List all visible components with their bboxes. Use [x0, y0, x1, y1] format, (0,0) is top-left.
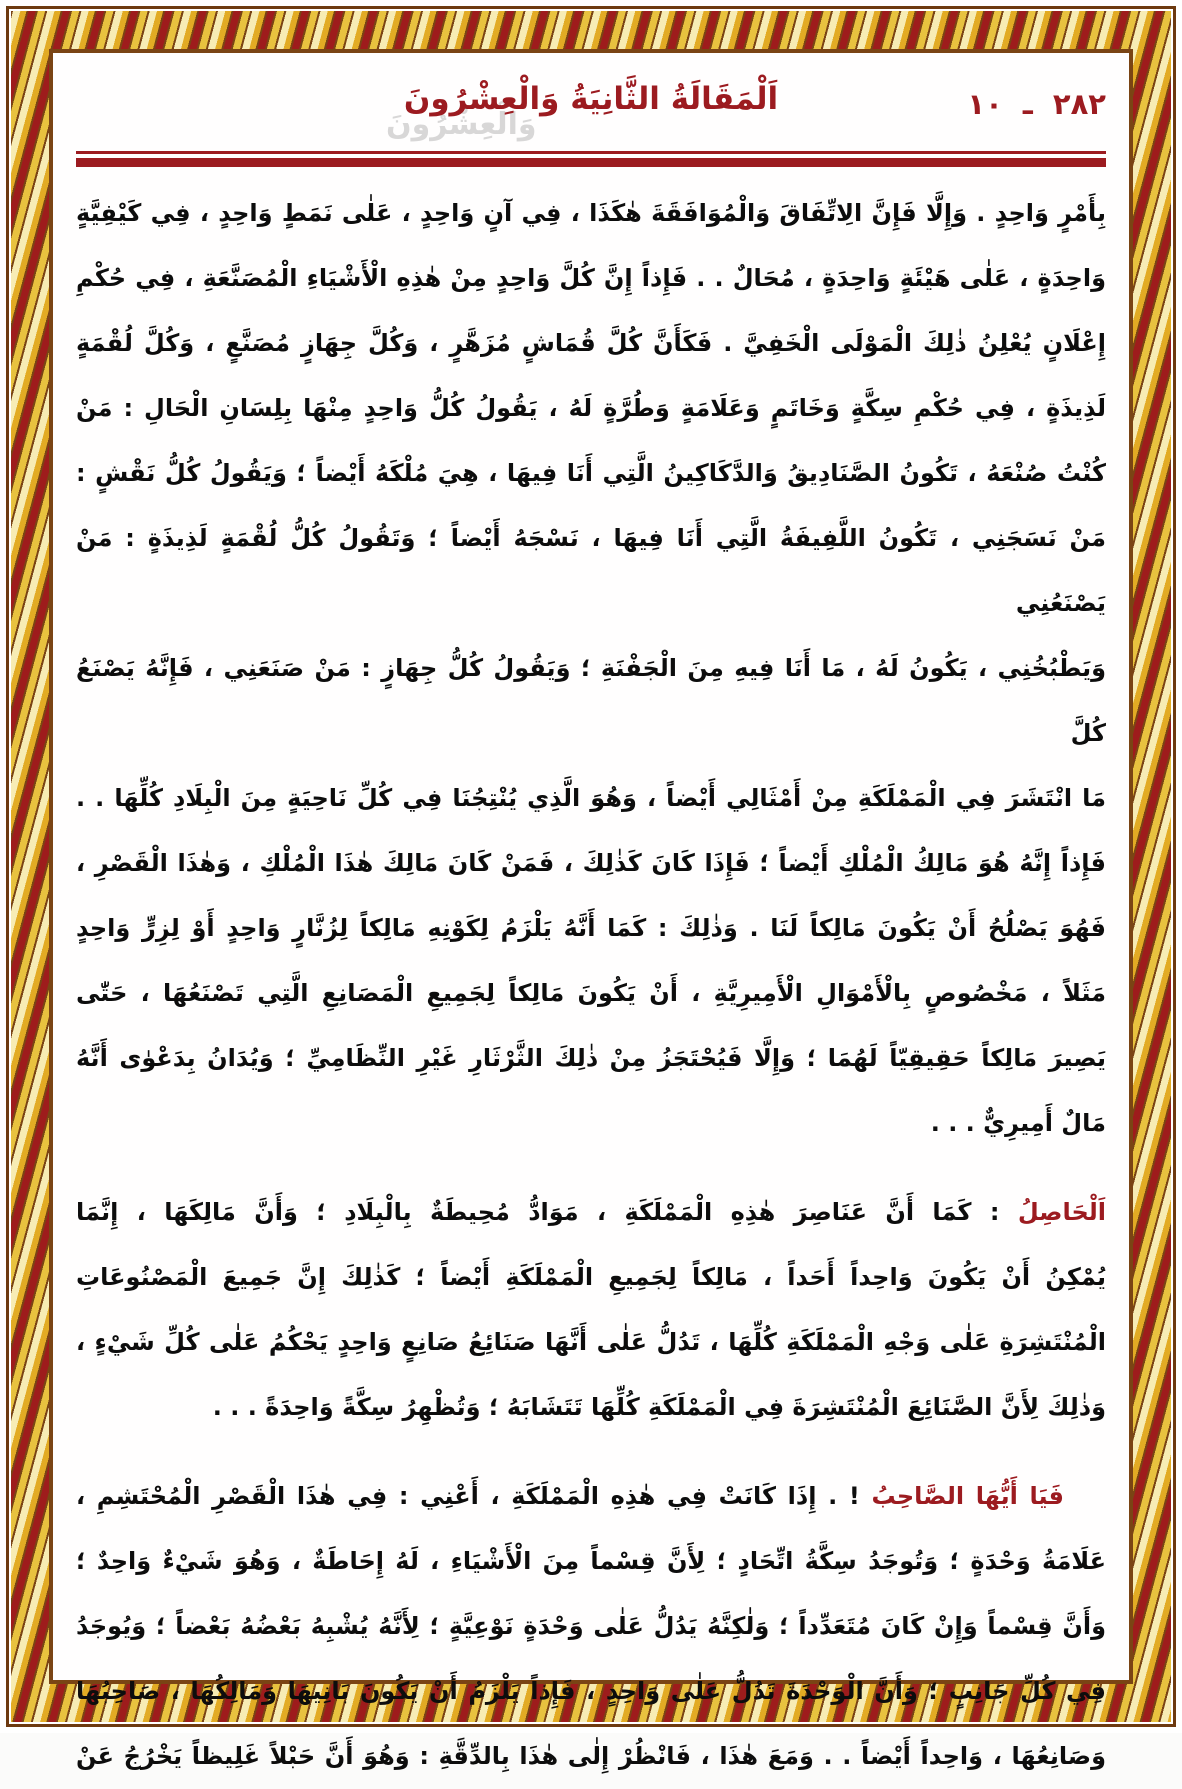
- text-line: وَأَنَّ قِسْماً وَإِنْ كَانَ مُتَعَدِّداً ؛ وَلٰكِنَّهُ يَدُلُّ عَلٰى وَحْدَةٍ نَوْعِيَّةٍ ؛ لِأَنَّهُ يُشْبِهُ بَعْضُهُ بَعْضاً ؛ وَيُوجَدُ: [76, 1612, 1106, 1640]
- page-header: [76, 63, 1106, 151]
- text-line: اَلْحَاصِلُ : كَمَا أَنَّ عَنَاصِرَ هٰذِهِ الْمَمْلَكَةِ ، مَوَادُّ مُحِيطَةٌ بِالْبِلَادِ ؛ وَأَنَّ مَالِكَهَا ، إِنَّمَا: [76, 1198, 1106, 1226]
- paragraph-lead-red: اَلْحَاصِلُ: [1017, 1198, 1106, 1226]
- text-line: فَيَا أَيُّهَا الصَّاحِبُ ! . إِذَا كَانَتْ فِي هٰذِهِ الْمَمْلَكَةِ ، أَعْنِي : فِي هٰذَا الْقَصْرِ الْمُحْتَشِمِ ،: [76, 1482, 1064, 1510]
- header-divider: [76, 151, 1106, 167]
- text-line: مَا انْتَشَرَ فِي الْمَمْلَكَةِ مِنْ أَمْثَالِي أَيْضاً ، وَهُوَ الَّذِي يُنْتِجُنَا فِي كُلِّ نَاحِيَةٍ مِنَ الْبِلَادِ كُلِّهَا . .: [76, 784, 1106, 812]
- text-line: مَالٌ أَمِيرِيٌّ . . .: [930, 1109, 1106, 1137]
- text-line: وَصَانِعُهَا ، وَاحِداً أَيْضاً . . وَمَعَ هٰذَا ، فَانْظُرْ إِلٰى هٰذَا بِالدِّقَّةِ : وَهُوَ أَنَّ حَبْلاً غَلِيظاً يَخْرُجُ عَنْ: [76, 1742, 1106, 1770]
- text-line: عَلَامَةُ وَحْدَةٍ ؛ وَتُوجَدُ سِكَّةُ اتِّحَادٍ ؛ لِأَنَّ قِسْماً مِنَ الْأَشْيَاءِ ، لَهُ إِحَاطَةٌ ، وَهُوَ شَيْءٌ وَاحِدٌ ؛: [76, 1547, 1106, 1575]
- text-line: يُمْكِنُ أَنْ يَكُونَ وَاحِداً أَحَداً ، مَالِكاً لِجَمِيعِ الْمَمْلَكَةِ أَيْضاً ؛ كَذٰلِكَ إِنَّ جَمِيعَ الْمَصْنُوعَاتِ: [76, 1263, 1106, 1291]
- paragraph-alhasil: [76, 1180, 1106, 1440]
- text-line: مَثَلاً ، مَخْصُوصٍ بِالْأَمْوَالِ الْأَمِيرِيَّةِ ، أَنْ يَكُونَ مَالِكاً لِجَمِيعِ الْمَصَانِعِ الَّتِي تَصْنَعُهَا ، حَتّٰى: [76, 979, 1106, 1007]
- bleedthrough-text: وَالْعِشْرُونَ: [386, 107, 537, 142]
- text-line: بِأَمْرٍ وَاحِدٍ . وَإِلَّا فَإِنَّ الِاتِّفَاقَ وَالْمُوَافَقَةَ هٰكَذَا ، فِي آنٍ وَاحِدٍ ، عَلٰى نَمَطٍ وَاحِدٍ ، فِي كَيْفِيَّةٍ: [76, 199, 1106, 227]
- text-line: وَذٰلِكَ لِأَنَّ الصَّنَائِعَ الْمُنْتَشِرَةَ فِي الْمَمْلَكَةِ كُلِّهَا تَتَشَابَهُ ؛ وَتُظْهِرُ سِكَّةً وَاحِدَةً . . .: [212, 1393, 1106, 1421]
- page-title: اَلْمَقَالَةُ الثَّانِيَةُ وَالْعِشْرُونَ: [403, 81, 779, 117]
- page-number: ٢٨٢ ـ ١٠: [967, 87, 1106, 121]
- text-line: لَذِيذَةٍ ، فِي حُكْمِ سِكَّةٍ وَخَاتَمٍ وَعَلَامَةٍ وَطُرَّةٍ لَهُ ، يَقُولُ كُلُّ وَاحِدٍ مِنْهَا بِلِسَانِ الْحَالِ : مَنْ: [76, 394, 1106, 422]
- text-line: فِي كُلِّ جَانِبٍ ؛ وَأَنَّ الْوَحْدَةَ تَدُلُّ عَلٰى وَاحِدٍ ، فَإِذاً يَلْزَمُ أَنْ يَكُونَ بَانِيهَا وَمَالِكُهَا ، صَاحِبُهَا: [76, 1677, 1106, 1705]
- text-line: فَهُوَ يَصْلُحُ أَنْ يَكُونَ مَالِكاً لَنَا . وَذٰلِكَ : كَمَا أَنَّهُ يَلْزَمُ لِكَوْنِهِ مَالِكاً لِزُنَّارٍ وَاحِدٍ أَوْ لِزِرٍّ وَاحِدٍ: [76, 914, 1106, 942]
- text-line: إِعْلَانٍ يُعْلِنُ ذٰلِكَ الْمَوْلَى الْخَفِيَّ . فَكَأَنَّ كُلَّ قُمَاشٍ مُزَهَّرٍ ، وَكُلَّ جِهَازٍ مُصَنَّعٍ ، وَكُلَّ لُقْمَةٍ: [76, 329, 1106, 357]
- text-line: وَيَطْبُخُنِي ، يَكُونُ لَهُ ، مَا أَنَا فِيهِ مِنَ الْجَفْنَةِ ؛ وَيَقُولُ كُلُّ جِهَازٍ : مَنْ صَنَعَنِي ، فَإِنَّهُ يَصْنَعُ كُلَّ: [76, 654, 1106, 747]
- divider-rule-thin: [76, 151, 1106, 154]
- text-line: وَاحِدَةٍ ، عَلٰى هَيْئَةٍ وَاحِدَةٍ ، مُحَالٌ . . فَإِذاً إِنَّ كُلَّ وَاحِدٍ مِنْ هٰذِهِ الْأَشْيَاءِ الْمُصَنَّعَةِ ، فِي حُكْمِ: [76, 264, 1106, 292]
- text-line: يَصِيرَ مَالِكاً حَقِيقِيّاً لَهُمَا ؛ وَإِلَّا فَيُحْتَجَزُ مِنْ ذٰلِكَ الثَّرْثَارِ غَيْرِ النِّظَامِيِّ ؛ وَيُدَانُ بِدَعْوٰى أَنَّهُ: [76, 1044, 1106, 1072]
- page-content: [49, 49, 1133, 1770]
- text-line: مَنْ نَسَجَنِي ، تَكُونُ اللَّفِيفَةُ الَّتِي أَنَا فِيهَا ، نَسْجَهُ أَيْضاً ؛ وَتَقُولُ كُلُّ لُقْمَةٍ لَذِيذَةٍ : مَنْ يَصْنَعُنِي: [76, 524, 1106, 617]
- text-line: فَإِذاً إِنَّهُ هُوَ مَالِكُ الْمُلْكِ أَيْضاً ؛ فَإِذَا كَانَ كَذٰلِكَ ، فَمَنْ كَانَ مَالِكَ هٰذَا الْمُلْكِ ، وَهٰذَا الْقَصْرِ ،: [76, 849, 1106, 877]
- paragraph-lead-red: فَيَا أَيُّهَا الصَّاحِبُ: [871, 1482, 1064, 1510]
- body-text: [76, 181, 1106, 1789]
- paragraph-continuation: [76, 181, 1106, 1156]
- paragraph-ya-ayyuha-assahib: [76, 1464, 1106, 1789]
- text-line: كُنْتُ صُنْعَهُ ، تَكُونُ الصَّنَادِيقُ وَالدَّكَاكِينُ الَّتِي أَنَا فِيهَا ، هِيَ مُلْكَهُ أَيْضاً ؛ وَيَقُولُ كُلُّ نَقْشٍ :: [76, 459, 1106, 487]
- text-line: الْمُنْتَشِرَةِ عَلٰى وَجْهِ الْمَمْلَكَةِ كُلِّهَا ، تَدُلُّ عَلٰى أَنَّهَا صَنَائِعُ صَانِعٍ وَاحِدٍ يَحْكُمُ عَلٰى كُلِّ شَيْءٍ ،: [76, 1328, 1106, 1356]
- divider-rule-thick: [76, 158, 1106, 167]
